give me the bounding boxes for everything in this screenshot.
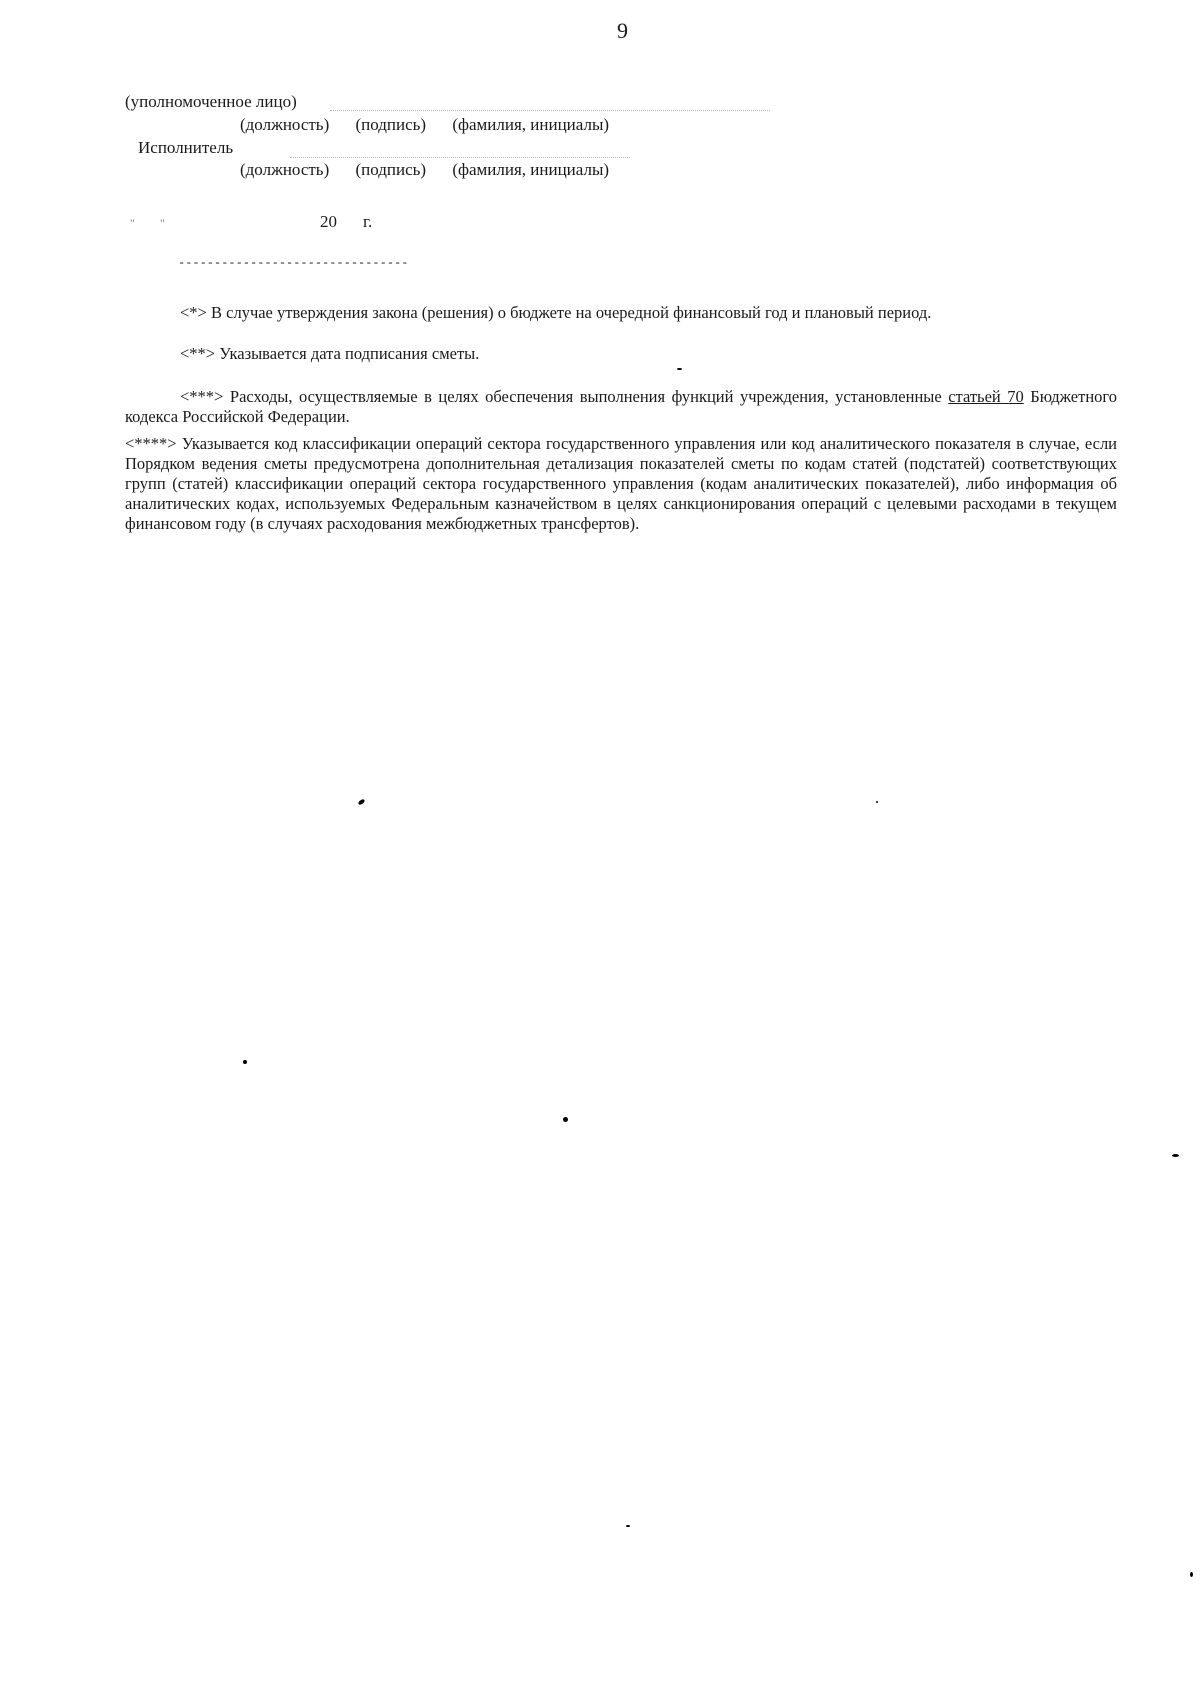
signature-caption: (подпись) <box>355 115 427 134</box>
name-initials-caption: (фамилия, инициалы) <box>452 160 610 179</box>
date-line <box>130 212 372 232</box>
footnote-marker: <***> <box>180 387 224 406</box>
footnote-marker: <****> <box>125 434 177 453</box>
footnote-text: Расходы, осуществляемые в целях обеспечения выполнения функций учреждения, установленные <box>229 387 942 406</box>
scan-speck <box>876 801 878 803</box>
footnote-marker: <**> <box>180 344 216 363</box>
date-year-suffix: г. <box>363 212 373 231</box>
scan-speck <box>357 798 365 805</box>
position-caption: (должность) <box>240 160 330 179</box>
date-year-prefix: 20 <box>320 212 337 231</box>
executor-captions <box>240 160 631 180</box>
footnote-marker: <*> <box>180 303 207 322</box>
footnote-3 <box>125 387 1117 427</box>
executor-signature-line <box>290 157 630 158</box>
footnote-text: В случае утверждения закона (решения) о бюджете на очередной финансовый год и плановый период. <box>211 303 932 322</box>
date-quote-close: " <box>160 216 165 230</box>
scan-speck <box>1172 1154 1179 1157</box>
authorized-person-label: (уполномоченное лицо) <box>125 92 297 111</box>
scan-speck <box>626 1525 630 1527</box>
scan-speck <box>677 368 682 370</box>
signature-caption: (подпись) <box>355 160 427 179</box>
scan-speck <box>1190 1572 1193 1577</box>
date-quote-open: " <box>130 216 135 230</box>
footnote-1 <box>125 303 1117 323</box>
budget-code-article-link[interactable]: статьей 70 <box>948 387 1024 406</box>
footnote-2 <box>125 344 1117 364</box>
scan-speck <box>563 1117 568 1122</box>
scan-speck <box>243 1060 247 1064</box>
authorized-person-signature-line <box>330 110 770 111</box>
executor-label: Исполнитель <box>138 138 234 157</box>
page-number: 9 <box>617 18 628 43</box>
footnote-text-continued: Бюджетного кодекса Российской Федерации. <box>125 387 1118 426</box>
footnote-4 <box>125 434 1117 534</box>
footnote-text: Указывается дата подписания сметы. <box>219 344 480 363</box>
footnote-separator: -------------------------------- <box>178 256 409 270</box>
footnote-text: Указывается код классификации операций сектора государственного управления или код аналитического показателя в случае, если Порядком ведения сметы предусмотрена дополнительная детализация показателей сметы по кодам статей (подстатей) соответствующих групп (статей) классификации операций сектора государственного управления (кодам аналитических показателей), либо информация об аналитических кодах, используемых Федеральным казначейством в целях санкционирования операций с целевыми расходами в текущем финансовом году (в случаях расходования межбюджетных трансфертов). <box>125 434 1118 533</box>
authorized-person-captions <box>240 115 631 135</box>
position-caption: (должность) <box>240 115 330 134</box>
name-initials-caption: (фамилия, инициалы) <box>452 115 610 134</box>
